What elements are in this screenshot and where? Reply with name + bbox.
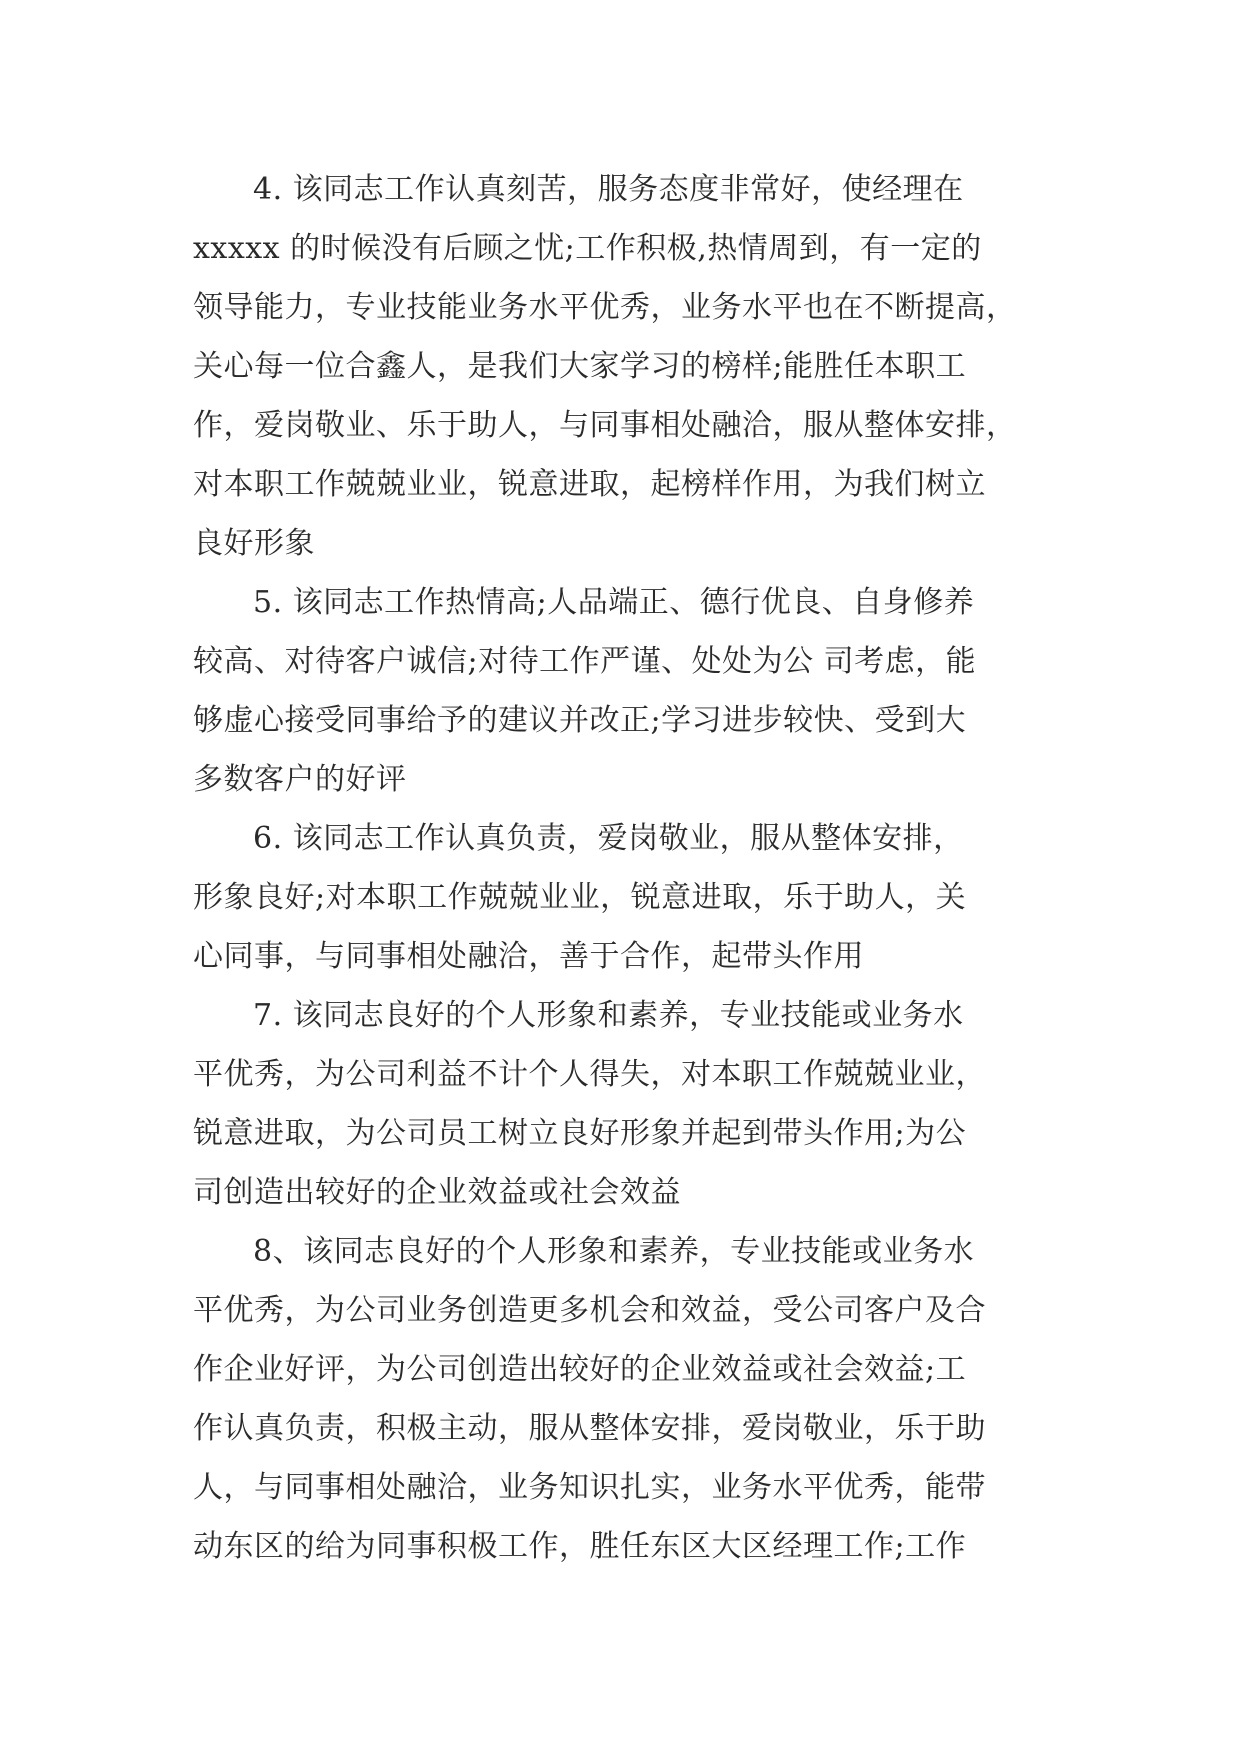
paragraph-8 xyxy=(193,1222,1053,1576)
paragraph-line: 司创造出较好的企业效益或社会效益 xyxy=(193,1175,681,1210)
paragraph-line: 作企业好评，为公司创造出较好的企业效益或社会效益;工 xyxy=(193,1352,967,1387)
paragraph-line: 动东区的给为同事积极工作，胜任东区大区经理工作;工作 xyxy=(193,1529,967,1564)
paragraph-line: 形象良好;对本职工作兢兢业业，锐意进取，乐于助人，关 xyxy=(193,880,967,915)
paragraph-line: 平优秀，为公司利益不计个人得失，对本职工作兢兢业业， xyxy=(193,1057,986,1092)
paragraph-6 xyxy=(193,809,1053,986)
paragraph-line: 6. 该同志工作认真负责，爱岗敬业，服从整体安排， xyxy=(253,821,964,856)
paragraph-line: 关心每一位合鑫人，是我们大家学习的榜样;能胜任本职工 xyxy=(193,349,967,384)
paragraph-line: 良好形象 xyxy=(193,526,315,561)
paragraph-5 xyxy=(193,573,1053,809)
paragraph-line: 8、该同志良好的个人形象和素养，专业技能或业务水 xyxy=(253,1234,975,1269)
paragraph-line: 作，爱岗敬业、乐于助人，与同事相处融洽，服从整体安排， xyxy=(193,408,1017,443)
paragraph-7 xyxy=(193,986,1053,1222)
paragraph-line: 人，与同事相处融洽，业务知识扎实，业务水平优秀，能带 xyxy=(193,1470,986,1505)
document-body xyxy=(193,160,1053,1576)
paragraph-line: 作认真负责，积极主动，服从整体安排，爱岗敬业，乐于助 xyxy=(193,1411,986,1446)
paragraph-line: 5. 该同志工作热情高;人品端正、德行优良、自身修养 xyxy=(253,585,975,620)
paragraph-4 xyxy=(193,160,1053,573)
paragraph-line: 4. 该同志工作认真刻苦，服务态度非常好，使经理在 xyxy=(253,172,964,207)
paragraph-line: 对本职工作兢兢业业，锐意进取，起榜样作用，为我们树立 xyxy=(193,467,986,502)
paragraph-line: 较高、对待客户诚信;对待工作严谨、处处为公 司考虑，能 xyxy=(193,644,977,679)
paragraph-line: 7. 该同志良好的个人形象和素养，专业技能或业务水 xyxy=(253,998,964,1033)
paragraph-line: 平优秀，为公司业务创造更多机会和效益，受公司客户及合 xyxy=(193,1293,986,1328)
paragraph-line: 心同事，与同事相处融洽，善于合作，起带头作用 xyxy=(193,939,864,974)
paragraph-line: 够虚心接受同事给予的建议并改正;学习进步较快、受到大 xyxy=(193,703,967,738)
paragraph-line: 锐意进取，为公司员工树立良好形象并起到带头作用;为公 xyxy=(193,1116,967,1151)
paragraph-line: xxxxx 的时候没有后顾之忧;工作积极,热情周到，有一定的 xyxy=(193,231,982,266)
paragraph-line: 多数客户的好评 xyxy=(193,762,407,797)
paragraph-line: 领导能力，专业技能业务水平优秀，业务水平也在不断提高， xyxy=(193,290,1017,325)
